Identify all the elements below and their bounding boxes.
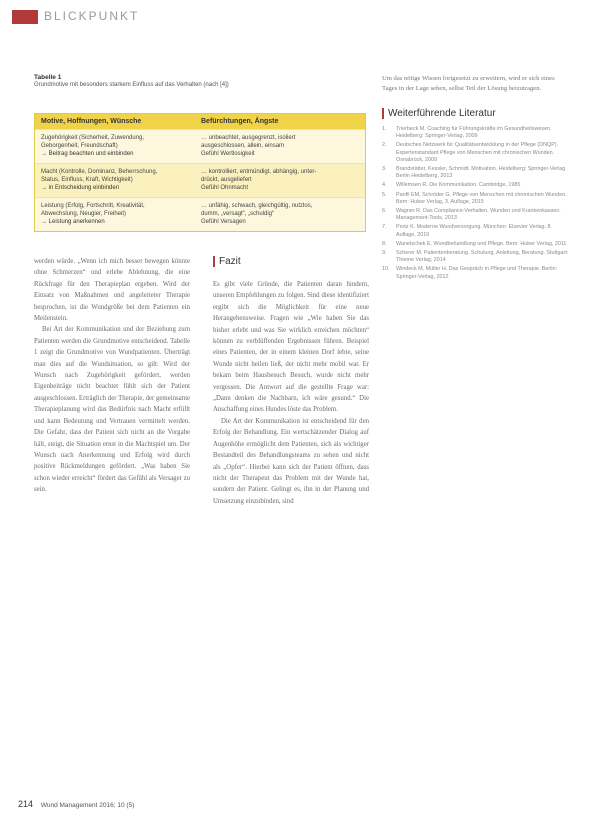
reference-number: 7. bbox=[382, 224, 387, 231]
reference-number: 4. bbox=[382, 182, 387, 189]
reference-text: Windeck M, Müller H. Das Gespräch in Pflege und Therapie. Berlin: Springer-Verlag, 2012 bbox=[396, 266, 558, 280]
reference-text: Panfil EM, Schröder G. Pflege von Menschen mit chronischen Wunden. Bern: Huber Verlag, 3. Auflage, 2015 bbox=[396, 191, 567, 205]
body-paragraph: Die Art der Kommunikation ist entscheidend für den Erfolg der Behandlung. Ein wertschätzender Dialog auf Augenhöhe ermöglicht dem Patienten, sich als wichtiger Bestandteil des Behandlungsteams zu sehen und nicht als „Opfer“. Hierbei kann sich der Patient öffnen, dass nicht der Therapeut das Problem mit der Wunde hat, sondern der Patient. Gelingt es, ihn in der Planung und Umsetzung einzubinden, sind bbox=[213, 417, 369, 505]
table-caption: Tabelle 1 bbox=[34, 74, 62, 81]
fear-cell bbox=[195, 202, 365, 226]
table-subtitle: Grundmotive mit besonders starkem Einfluss auf das Verhalten (nach [4]) bbox=[34, 82, 229, 88]
reference-text: Wanetschek E. Wundbehandlung und Pflege. Bern: Huber Verlag, 2011 bbox=[396, 240, 567, 247]
reference-item bbox=[382, 224, 570, 238]
reference-item bbox=[382, 266, 570, 280]
table-row bbox=[35, 129, 365, 163]
reference-item bbox=[382, 126, 570, 140]
cell-line: Gefühl Wertlosigkeit bbox=[201, 151, 255, 157]
sidebar-intro-text: Um das nötige Wissen fortgesetzt zu erweitern, wird er sich eines Tages in der Lage sehen, selbst Teil der Lösung beizutragen. bbox=[382, 75, 555, 92]
motive-cell bbox=[35, 202, 195, 226]
reference-number: 1. bbox=[382, 126, 387, 132]
reference-item bbox=[382, 208, 570, 222]
reference-item bbox=[382, 142, 570, 164]
reference-number: 9. bbox=[382, 250, 387, 257]
reference-number: 8. bbox=[382, 240, 387, 247]
sidebar-column bbox=[382, 74, 570, 283]
cell-line: … unbeachtet, ausgegrenzt, isoliert bbox=[201, 135, 296, 141]
header-fears: Befürchtungen, Ängste bbox=[201, 118, 279, 125]
cell-line: Gefühl Versagen bbox=[201, 219, 246, 225]
cell-line: Abwechslung, Neugier, Freiheit) bbox=[41, 211, 127, 217]
reference-item bbox=[382, 182, 570, 189]
reference-item bbox=[382, 241, 570, 248]
reference-item bbox=[382, 250, 570, 264]
page-number: 214 bbox=[18, 799, 34, 809]
reference-text: Deutsches Netzwerk für Qualitätsentwicklung in der Pflege (DNQP). Expertenstandard Pflege von Menschen mit chronischen Wunden. Osnabrück, 2009 bbox=[396, 142, 559, 163]
cell-line: Gefühl Ohnmacht bbox=[201, 185, 249, 191]
reference-text: Protz K. Moderne Wundversorgung. München: Elsevier Verlag, 8. Auflage, 2016 bbox=[396, 224, 553, 238]
motives-table bbox=[34, 74, 366, 232]
fazit-heading: Fazit bbox=[213, 256, 369, 267]
reference-text: Brandstätter, Kessler, Schmidt. Motivation. Heidelberg: Springer-Verlag Berlin Heidelberg, 2013 bbox=[396, 166, 566, 180]
reference-text: Wagner R. Das Compliance-Verhalten. Wunden und Krankenkassen. Management-Tools, 2013 bbox=[396, 208, 561, 222]
cell-line: → in Entscheidung einbinden bbox=[41, 185, 120, 191]
cell-line: Macht (Kontrolle, Dominanz, Beherrschung, bbox=[41, 169, 158, 175]
literature-heading: Weiterführende Literatur bbox=[382, 108, 570, 119]
reference-text: Scherer M. Patientenberatung. Schulung, Anleitung, Beratung. Stuttgart: Thieme Verlag, 2014 bbox=[396, 250, 569, 264]
body-column-right bbox=[213, 256, 369, 507]
table-header-row bbox=[35, 114, 365, 129]
cell-line: Status, Einfluss, Kraft, Wichtigkeit) bbox=[41, 177, 133, 183]
body-paragraph: Bei Art der Kommunikation und der Beziehung zum Patienten werden die Grundmotive entscheidend. Tabelle 1 zeigt die Grundmotive von Wundpatienten. Überträgt man dies auf die Wundsituation, so gilt: Wird der Wunsch nach Zugehörigkeit gefördert, werden Eigenbeiträge nicht beachtet fühlt sich der Patient ausgeschlossen. Erträglich der Therapie, der gemeinsame Therapieplanung wird das Bedürfnis nach Macht erfüllt und kann Bedeutung und Vertrauen vermittelt werden. Die Gefahr, dass der Patient sich nicht an die Vorgabe hält, steigt, die Situation ernst in die Machtspiel um. Der Wunsch nach Anerkennung und Erfolg wird durch positive Rückmeldungen gefördert. „Was haben Sie schon wieder erreicht“ fördert das Gefühl als Versager zu sein. bbox=[34, 326, 190, 494]
motive-cell bbox=[35, 168, 195, 192]
reference-text: Willemsen R. Die Kommunikation. Cambridge, 1985 bbox=[396, 182, 521, 189]
page-footer bbox=[18, 799, 134, 809]
table-row bbox=[35, 163, 365, 197]
header-motives: Motive, Hoffnungen, Wünsche bbox=[41, 118, 142, 125]
cell-line: ausgeschlossen, allein, einsam bbox=[201, 143, 285, 149]
cell-line: → Beitrag beachten und einbinden bbox=[41, 151, 134, 157]
body-paragraph: Es gibt viele Gründe, die Patienten daran hindern, unseren Empfehlungen zu folgen. Sind diese identifiziert ergibt sich die Möglichkeit für eine neue Herangehensweise. Fragen wie „Wie haben Sie das bisher erlebt und was Sie wirklich erreichen möchten“ können zu verblüffenden Ergebnissen führen. Beispiel eines Patienten, der in einem kleinen Dorf lebte, seine Wunde nicht heilen ließ, der nicht mehr mobil war. Er bekam beim Hausbesuch Besuch, wurde nicht mehr vergessen. Die Antwort auf die gestellte Frage war: „Dann denken die Nachbarn, ich wäre gesund.“ Die Anschaffung eines Hundes löste das Problem. bbox=[213, 281, 369, 414]
section-marker bbox=[12, 10, 38, 24]
table-grid bbox=[34, 113, 366, 232]
reference-item bbox=[382, 192, 570, 206]
reference-number: 10. bbox=[382, 266, 390, 273]
body-column-left bbox=[34, 256, 190, 496]
cell-line: Leistung (Erfolg, Fortschritt, Kreativität, bbox=[41, 203, 145, 209]
reference-item bbox=[382, 166, 570, 180]
body-paragraph: werden würde. „Wenn ich mich besser bewegen könnte ohne Schmerzen“ und erlebe Ablehnung, die eine Rückfrage für den Therapieplan ergeben. Wird der Einsatz von Maßnahmen und angeleiteter Therapie besprochen, ist die Wundgröße bei dem Patienten ein Meilenstein. bbox=[34, 258, 190, 323]
cell-line: … unfähig, schwach, gleichgültig, nutzlos, bbox=[201, 203, 313, 209]
fear-cell bbox=[195, 168, 365, 192]
section-title: BLICKPUNKT bbox=[44, 9, 140, 23]
cell-line: dumm, „versagt“, „schuldig“ bbox=[201, 211, 275, 217]
cell-line: Geborgenheit, Freundschaft) bbox=[41, 143, 118, 149]
cell-line: Zugehörigkeit (Sicherheit, Zuwendung, bbox=[41, 135, 145, 141]
reference-number: 3. bbox=[382, 166, 387, 173]
cell-line: … kontrolliert, entmündigt, abhängig, unter- bbox=[201, 169, 317, 175]
motive-cell bbox=[35, 134, 195, 158]
cell-line: → Leistung anerkennen bbox=[41, 219, 105, 225]
fear-cell bbox=[195, 134, 365, 158]
reference-list bbox=[382, 126, 570, 281]
table-row bbox=[35, 197, 365, 231]
sidebar-intro bbox=[382, 74, 570, 94]
journal-citation: Wund Management 2016; 10 (5) bbox=[40, 802, 135, 809]
reference-number: 5. bbox=[382, 191, 387, 198]
reference-number: 6. bbox=[382, 208, 387, 215]
reference-text: Trierbeck M. Coaching für Führungskräfte im Gesundheitswesen. Heidelberg: Springer-Verlag, 2009 bbox=[396, 126, 552, 140]
cell-line: drückt, ausgeliefert bbox=[201, 177, 252, 183]
reference-number: 2. bbox=[382, 142, 387, 149]
